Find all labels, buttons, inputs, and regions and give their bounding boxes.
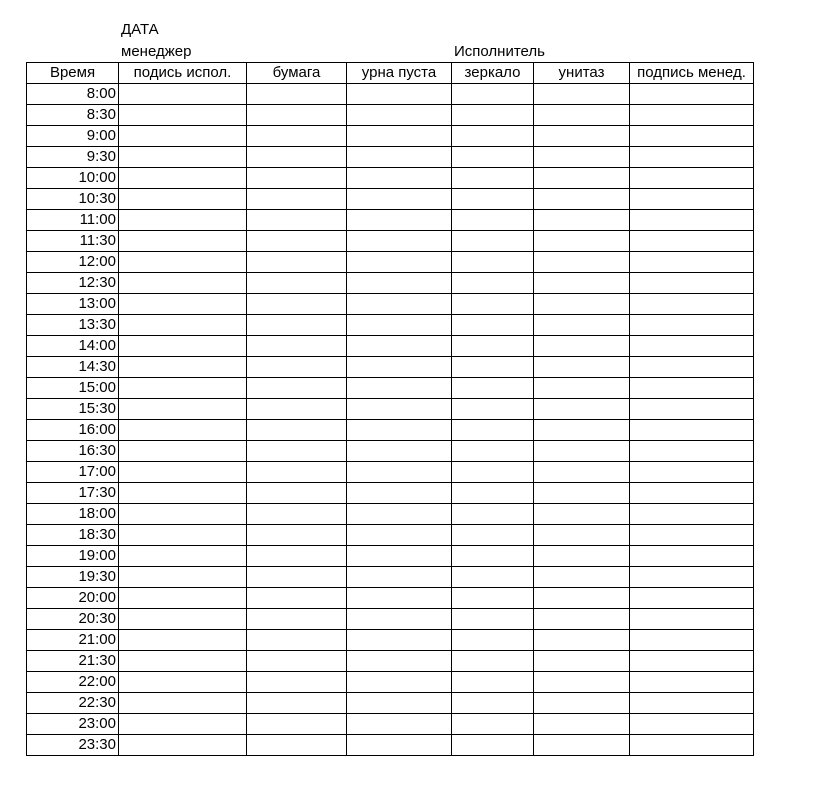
manager-signature-cell[interactable] xyxy=(630,672,754,693)
bin-empty-cell[interactable] xyxy=(347,567,452,588)
manager-signature-cell[interactable] xyxy=(630,336,754,357)
mirror-cell[interactable] xyxy=(452,525,534,546)
toilet-cell[interactable] xyxy=(534,84,630,105)
executor-signature-cell[interactable] xyxy=(119,441,247,462)
bin-empty-cell[interactable] xyxy=(347,105,452,126)
mirror-cell[interactable] xyxy=(452,630,534,651)
paper-cell[interactable] xyxy=(247,441,347,462)
paper-cell[interactable] xyxy=(247,483,347,504)
executor-signature-cell[interactable] xyxy=(119,189,247,210)
time-cell: 11:30 xyxy=(27,231,119,252)
toilet-cell[interactable] xyxy=(534,462,630,483)
manager-label: менеджер xyxy=(121,43,192,60)
mirror-cell[interactable] xyxy=(452,483,534,504)
table-row xyxy=(27,567,754,588)
paper-cell[interactable] xyxy=(247,147,347,168)
executor-signature-cell[interactable] xyxy=(119,168,247,189)
manager-signature-cell[interactable] xyxy=(630,714,754,735)
time-cell: 17:30 xyxy=(27,483,119,504)
executor-signature-cell[interactable] xyxy=(119,420,247,441)
paper-cell[interactable] xyxy=(247,210,347,231)
executor-signature-cell[interactable] xyxy=(119,651,247,672)
manager-signature-cell[interactable] xyxy=(630,693,754,714)
executor-signature-cell[interactable] xyxy=(119,630,247,651)
paper-cell[interactable] xyxy=(247,168,347,189)
bin-empty-cell[interactable] xyxy=(347,378,452,399)
executor-signature-cell[interactable] xyxy=(119,357,247,378)
executor-signature-cell[interactable] xyxy=(119,84,247,105)
column-header-mirror: зеркало xyxy=(452,63,534,84)
toilet-cell[interactable] xyxy=(534,231,630,252)
mirror-cell[interactable] xyxy=(452,210,534,231)
bin-empty-cell[interactable] xyxy=(347,84,452,105)
table-row xyxy=(27,651,754,672)
toilet-cell[interactable] xyxy=(534,546,630,567)
time-cell: 9:00 xyxy=(27,126,119,147)
manager-signature-cell[interactable] xyxy=(630,525,754,546)
executor-signature-cell[interactable] xyxy=(119,294,247,315)
table-row xyxy=(27,483,754,504)
mirror-cell[interactable] xyxy=(452,357,534,378)
table-row xyxy=(27,147,754,168)
executor-signature-cell[interactable] xyxy=(119,609,247,630)
mirror-cell[interactable] xyxy=(452,462,534,483)
bin-empty-cell[interactable] xyxy=(347,588,452,609)
executor-signature-cell[interactable] xyxy=(119,210,247,231)
executor-signature-cell[interactable] xyxy=(119,273,247,294)
paper-cell[interactable] xyxy=(247,273,347,294)
bin-empty-cell[interactable] xyxy=(347,252,452,273)
bin-empty-cell[interactable] xyxy=(347,189,452,210)
time-cell: 23:00 xyxy=(27,714,119,735)
table-row xyxy=(27,441,754,462)
executor-signature-cell[interactable] xyxy=(119,588,247,609)
manager-signature-cell[interactable] xyxy=(630,147,754,168)
column-header-toilet: унитаз xyxy=(534,63,630,84)
schedule-body xyxy=(27,84,754,756)
toilet-cell[interactable] xyxy=(534,315,630,336)
mirror-cell[interactable] xyxy=(452,441,534,462)
table-row xyxy=(27,609,754,630)
column-header-paper: бумага xyxy=(247,63,347,84)
bin-empty-cell[interactable] xyxy=(347,609,452,630)
bin-empty-cell[interactable] xyxy=(347,441,452,462)
paper-cell[interactable] xyxy=(247,336,347,357)
table-row xyxy=(27,168,754,189)
table-row xyxy=(27,273,754,294)
manager-signature-cell[interactable] xyxy=(630,735,754,756)
manager-signature-cell[interactable] xyxy=(630,126,754,147)
time-cell: 22:00 xyxy=(27,672,119,693)
mirror-cell[interactable] xyxy=(452,273,534,294)
paper-cell[interactable] xyxy=(247,399,347,420)
bin-empty-cell[interactable] xyxy=(347,294,452,315)
manager-signature-cell[interactable] xyxy=(630,609,754,630)
executor-signature-cell[interactable] xyxy=(119,483,247,504)
mirror-cell[interactable] xyxy=(452,105,534,126)
bin-empty-cell[interactable] xyxy=(347,399,452,420)
time-cell: 14:00 xyxy=(27,336,119,357)
manager-signature-cell[interactable] xyxy=(630,462,754,483)
time-cell: 18:00 xyxy=(27,504,119,525)
manager-signature-cell[interactable] xyxy=(630,441,754,462)
bin-empty-cell[interactable] xyxy=(347,630,452,651)
bin-empty-cell[interactable] xyxy=(347,546,452,567)
paper-cell[interactable] xyxy=(247,588,347,609)
manager-signature-cell[interactable] xyxy=(630,105,754,126)
mirror-cell[interactable] xyxy=(452,399,534,420)
paper-cell[interactable] xyxy=(247,231,347,252)
toilet-cell[interactable] xyxy=(534,672,630,693)
manager-signature-cell[interactable] xyxy=(630,189,754,210)
mirror-cell[interactable] xyxy=(452,126,534,147)
mirror-cell[interactable] xyxy=(452,84,534,105)
manager-signature-cell[interactable] xyxy=(630,252,754,273)
manager-signature-cell[interactable] xyxy=(630,357,754,378)
table-row xyxy=(27,504,754,525)
mirror-cell[interactable] xyxy=(452,609,534,630)
time-cell: 21:00 xyxy=(27,630,119,651)
table-row xyxy=(27,588,754,609)
table-row xyxy=(27,294,754,315)
executor-signature-cell[interactable] xyxy=(119,714,247,735)
table-row xyxy=(27,735,754,756)
toilet-cell[interactable] xyxy=(534,273,630,294)
table-row xyxy=(27,126,754,147)
bin-empty-cell[interactable] xyxy=(347,693,452,714)
table-row xyxy=(27,210,754,231)
mirror-cell[interactable] xyxy=(452,147,534,168)
paper-cell[interactable] xyxy=(247,735,347,756)
executor-signature-cell[interactable] xyxy=(119,672,247,693)
bin-empty-cell[interactable] xyxy=(347,420,452,441)
time-cell: 13:00 xyxy=(27,294,119,315)
toilet-cell[interactable] xyxy=(534,609,630,630)
time-cell: 15:00 xyxy=(27,378,119,399)
manager-signature-cell[interactable] xyxy=(630,630,754,651)
manager-signature-cell[interactable] xyxy=(630,168,754,189)
paper-cell[interactable] xyxy=(247,504,347,525)
mirror-cell[interactable] xyxy=(452,651,534,672)
bin-empty-cell[interactable] xyxy=(347,504,452,525)
mirror-cell[interactable] xyxy=(452,315,534,336)
manager-signature-cell[interactable] xyxy=(630,84,754,105)
toilet-cell[interactable] xyxy=(534,357,630,378)
mirror-cell[interactable] xyxy=(452,252,534,273)
executor-signature-cell[interactable] xyxy=(119,462,247,483)
paper-cell[interactable] xyxy=(247,315,347,336)
manager-signature-cell[interactable] xyxy=(630,273,754,294)
time-cell: 17:00 xyxy=(27,462,119,483)
executor-signature-cell[interactable] xyxy=(119,546,247,567)
column-header-bin-empty: урна пуста xyxy=(347,63,452,84)
mirror-cell[interactable] xyxy=(452,378,534,399)
toilet-cell[interactable] xyxy=(534,630,630,651)
paper-cell[interactable] xyxy=(247,84,347,105)
column-header-time: Время xyxy=(27,63,119,84)
manager-signature-cell[interactable] xyxy=(630,504,754,525)
time-cell: 23:30 xyxy=(27,735,119,756)
bin-empty-cell[interactable] xyxy=(347,147,452,168)
time-cell: 16:30 xyxy=(27,441,119,462)
executor-signature-cell[interactable] xyxy=(119,567,247,588)
executor-label: Исполнитель xyxy=(454,43,545,60)
paper-cell[interactable] xyxy=(247,378,347,399)
toilet-cell[interactable] xyxy=(534,168,630,189)
toilet-cell[interactable] xyxy=(534,378,630,399)
toilet-cell[interactable] xyxy=(534,504,630,525)
toilet-cell[interactable] xyxy=(534,126,630,147)
bin-empty-cell[interactable] xyxy=(347,483,452,504)
time-cell: 20:00 xyxy=(27,588,119,609)
toilet-cell[interactable] xyxy=(534,210,630,231)
toilet-cell[interactable] xyxy=(534,399,630,420)
column-header-executor-signature: подись испол. xyxy=(119,63,247,84)
time-cell: 19:00 xyxy=(27,546,119,567)
paper-cell[interactable] xyxy=(247,693,347,714)
manager-signature-cell[interactable] xyxy=(630,210,754,231)
toilet-cell[interactable] xyxy=(534,147,630,168)
toilet-cell[interactable] xyxy=(534,441,630,462)
executor-signature-cell[interactable] xyxy=(119,525,247,546)
table-row xyxy=(27,630,754,651)
paper-cell[interactable] xyxy=(247,714,347,735)
mirror-cell[interactable] xyxy=(452,588,534,609)
executor-signature-cell[interactable] xyxy=(119,147,247,168)
bin-empty-cell[interactable] xyxy=(347,336,452,357)
header-row xyxy=(27,63,754,84)
bin-empty-cell[interactable] xyxy=(347,273,452,294)
mirror-cell[interactable] xyxy=(452,735,534,756)
time-cell: 16:00 xyxy=(27,420,119,441)
executor-signature-cell[interactable] xyxy=(119,252,247,273)
column-header-manager-signature: подпись менед. xyxy=(630,63,754,84)
time-cell: 11:00 xyxy=(27,210,119,231)
mirror-cell[interactable] xyxy=(452,693,534,714)
toilet-cell[interactable] xyxy=(534,735,630,756)
mirror-cell[interactable] xyxy=(452,231,534,252)
bin-empty-cell[interactable] xyxy=(347,168,452,189)
table-row xyxy=(27,84,754,105)
executor-signature-cell[interactable] xyxy=(119,504,247,525)
table-row xyxy=(27,189,754,210)
paper-cell[interactable] xyxy=(247,105,347,126)
toilet-cell[interactable] xyxy=(534,693,630,714)
table-row xyxy=(27,546,754,567)
table-row xyxy=(27,315,754,336)
manager-signature-cell[interactable] xyxy=(630,315,754,336)
time-cell: 8:30 xyxy=(27,105,119,126)
time-cell: 21:30 xyxy=(27,651,119,672)
bin-empty-cell[interactable] xyxy=(347,651,452,672)
table-row xyxy=(27,672,754,693)
paper-cell[interactable] xyxy=(247,126,347,147)
time-cell: 14:30 xyxy=(27,357,119,378)
table-row xyxy=(27,252,754,273)
schedule-table xyxy=(26,62,754,756)
paper-cell[interactable] xyxy=(247,525,347,546)
table-row xyxy=(27,399,754,420)
manager-signature-cell[interactable] xyxy=(630,651,754,672)
table-row xyxy=(27,336,754,357)
mirror-cell[interactable] xyxy=(452,336,534,357)
paper-cell[interactable] xyxy=(247,252,347,273)
time-cell: 18:30 xyxy=(27,525,119,546)
manager-signature-cell[interactable] xyxy=(630,546,754,567)
paper-cell[interactable] xyxy=(247,357,347,378)
bin-empty-cell[interactable] xyxy=(347,357,452,378)
date-label: ДАТА xyxy=(121,21,159,38)
bin-empty-cell[interactable] xyxy=(347,525,452,546)
mirror-cell[interactable] xyxy=(452,504,534,525)
paper-cell[interactable] xyxy=(247,294,347,315)
executor-signature-cell[interactable] xyxy=(119,378,247,399)
toilet-cell[interactable] xyxy=(534,588,630,609)
time-cell: 22:30 xyxy=(27,693,119,714)
time-cell: 15:30 xyxy=(27,399,119,420)
toilet-cell[interactable] xyxy=(534,525,630,546)
manager-signature-cell[interactable] xyxy=(630,567,754,588)
toilet-cell[interactable] xyxy=(534,105,630,126)
toilet-cell[interactable] xyxy=(534,483,630,504)
mirror-cell[interactable] xyxy=(452,420,534,441)
mirror-cell[interactable] xyxy=(452,672,534,693)
table-row xyxy=(27,462,754,483)
executor-signature-cell[interactable] xyxy=(119,126,247,147)
toilet-cell[interactable] xyxy=(534,651,630,672)
manager-signature-cell[interactable] xyxy=(630,420,754,441)
time-cell: 10:00 xyxy=(27,168,119,189)
executor-signature-cell[interactable] xyxy=(119,693,247,714)
time-cell: 9:30 xyxy=(27,147,119,168)
toilet-cell[interactable] xyxy=(534,714,630,735)
executor-signature-cell[interactable] xyxy=(119,105,247,126)
paper-cell[interactable] xyxy=(247,420,347,441)
bin-empty-cell[interactable] xyxy=(347,735,452,756)
toilet-cell[interactable] xyxy=(534,189,630,210)
bin-empty-cell[interactable] xyxy=(347,672,452,693)
time-cell: 12:00 xyxy=(27,252,119,273)
table-row xyxy=(27,714,754,735)
paper-cell[interactable] xyxy=(247,546,347,567)
mirror-cell[interactable] xyxy=(452,714,534,735)
table-row xyxy=(27,105,754,126)
time-cell: 12:30 xyxy=(27,273,119,294)
toilet-cell[interactable] xyxy=(534,420,630,441)
bin-empty-cell[interactable] xyxy=(347,714,452,735)
mirror-cell[interactable] xyxy=(452,567,534,588)
mirror-cell[interactable] xyxy=(452,189,534,210)
executor-signature-cell[interactable] xyxy=(119,399,247,420)
bin-empty-cell[interactable] xyxy=(347,210,452,231)
paper-cell[interactable] xyxy=(247,189,347,210)
table-row xyxy=(27,378,754,399)
bin-empty-cell[interactable] xyxy=(347,462,452,483)
table-row xyxy=(27,693,754,714)
toilet-cell[interactable] xyxy=(534,294,630,315)
time-cell: 8:00 xyxy=(27,84,119,105)
paper-cell[interactable] xyxy=(247,630,347,651)
paper-cell[interactable] xyxy=(247,567,347,588)
paper-cell[interactable] xyxy=(247,651,347,672)
executor-signature-cell[interactable] xyxy=(119,735,247,756)
mirror-cell[interactable] xyxy=(452,294,534,315)
paper-cell[interactable] xyxy=(247,609,347,630)
mirror-cell[interactable] xyxy=(452,168,534,189)
time-cell: 19:30 xyxy=(27,567,119,588)
paper-cell[interactable] xyxy=(247,672,347,693)
table-row xyxy=(27,420,754,441)
executor-signature-cell[interactable] xyxy=(119,336,247,357)
manager-signature-cell[interactable] xyxy=(630,588,754,609)
table-row xyxy=(27,357,754,378)
manager-signature-cell[interactable] xyxy=(630,231,754,252)
manager-signature-cell[interactable] xyxy=(630,483,754,504)
executor-signature-cell[interactable] xyxy=(119,315,247,336)
manager-signature-cell[interactable] xyxy=(630,399,754,420)
time-cell: 20:30 xyxy=(27,609,119,630)
executor-signature-cell[interactable] xyxy=(119,231,247,252)
table-row xyxy=(27,525,754,546)
manager-signature-cell[interactable] xyxy=(630,378,754,399)
paper-cell[interactable] xyxy=(247,462,347,483)
bin-empty-cell[interactable] xyxy=(347,231,452,252)
mirror-cell[interactable] xyxy=(452,546,534,567)
table-row xyxy=(27,231,754,252)
toilet-cell[interactable] xyxy=(534,567,630,588)
manager-signature-cell[interactable] xyxy=(630,294,754,315)
bin-empty-cell[interactable] xyxy=(347,315,452,336)
toilet-cell[interactable] xyxy=(534,336,630,357)
time-cell: 10:30 xyxy=(27,189,119,210)
bin-empty-cell[interactable] xyxy=(347,126,452,147)
time-cell: 13:30 xyxy=(27,315,119,336)
toilet-cell[interactable] xyxy=(534,252,630,273)
